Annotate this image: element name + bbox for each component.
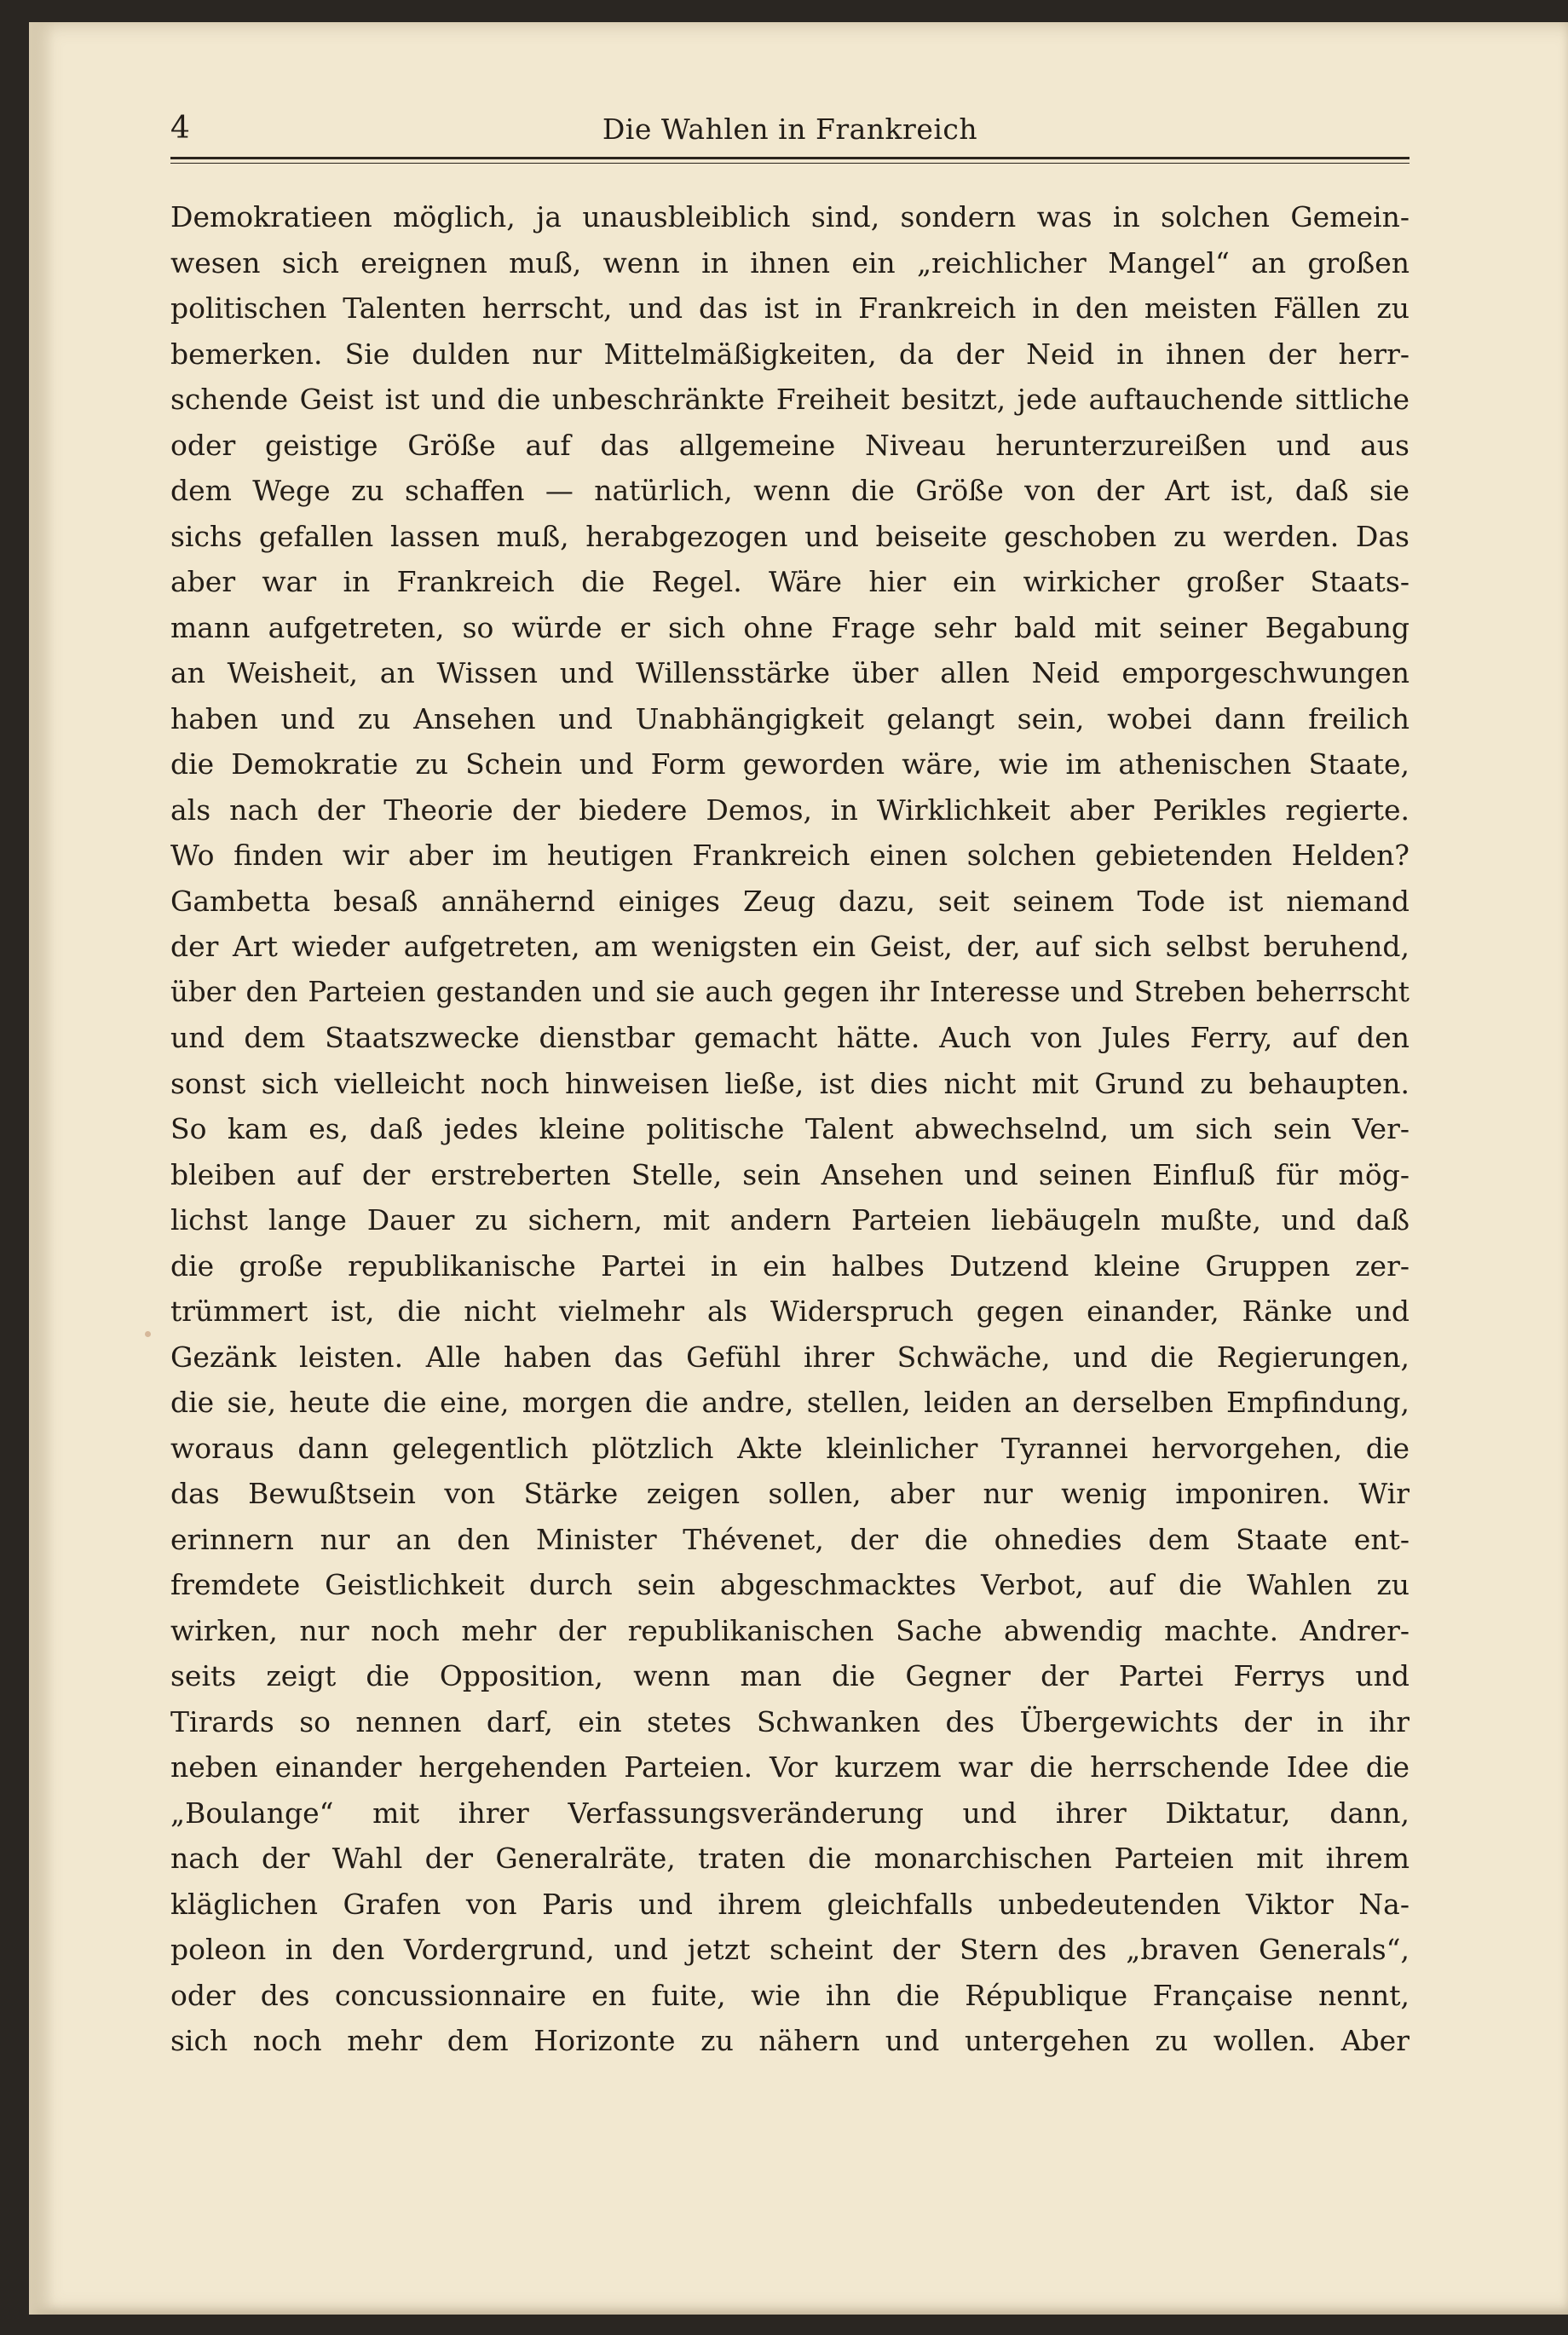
text-line: trümmert ist, die nicht vielmehr als Widerspruch gegen einander, Ränke und [170, 1294, 1409, 1328]
text-line: Gambetta besaß annähernd einiges Zeug dazu, seit seinem Tode ist niemand [170, 884, 1409, 918]
text-line: seits zeigt die Opposition, wenn man die Gegner der Partei Ferrys und [170, 1659, 1409, 1692]
text-line: politischen Talenten herrscht, und das ist in Frankreich in den meisten Fällen zu [170, 291, 1409, 325]
header-rule-thin [170, 163, 1409, 164]
text-line: Demokratieen möglich, ja unausbleiblich sind, sondern was in solchen Gemein- [170, 200, 1409, 234]
text-line: wirken, nur noch mehr der republikanischen Sache abwendig machte. Andrer- [170, 1613, 1409, 1647]
text-line: oder geistige Größe auf das allgemeine Niveau herunterzureißen und aus [170, 428, 1409, 462]
text-line: woraus dann gelegentlich plötzlich Akte kleinlicher Tyrannei hervorgehen, die [170, 1431, 1409, 1465]
text-line: erinnern nur an den Minister Thévenet, der die ohnedies dem Staate ent- [170, 1522, 1409, 1556]
body-text [170, 194, 1409, 2064]
text-line: über den Parteien gestanden und sie auch gegen ihr Interesse und Streben beherrscht [170, 975, 1409, 1008]
text-line: aber war in Frankreich die Regel. Wäre hier ein wirkicher großer Staats- [170, 565, 1409, 598]
text-line: oder des concussionnaire en fuite, wie ihn die République Française nennt, [170, 1978, 1409, 2012]
text-line: Tirards so nennen darf, ein stetes Schwanken des Übergewichts der in ihr [170, 1704, 1409, 1738]
text-line: So kam es, daß jedes kleine politische Talent abwechselnd, um sich sein Ver- [170, 1112, 1409, 1145]
text-line: sich noch mehr dem Horizonte zu nähern und untergehen zu wollen. Aber [170, 2024, 1409, 2057]
page-header [170, 111, 1409, 153]
text-line: lichst lange Dauer zu sichern, mit andern Parteien liebäugeln mußte, und daß [170, 1203, 1409, 1237]
text-line: sichs gefallen lassen muß, herabgezogen und beiseite geschoben zu werden. Das [170, 519, 1409, 553]
text-line: das Bewußtsein von Stärke zeigen sollen, aber nur wenig imponiren. Wir [170, 1477, 1409, 1510]
text-line: nach der Wahl der Generalräte, traten die monarchischen Parteien mit ihrem [170, 1842, 1409, 1875]
page-binding-shadow [29, 22, 55, 2315]
text-line: mann aufgetreten, so würde er sich ohne Frage sehr bald mit seiner Begabung [170, 610, 1409, 644]
text-line: die große republikanische Partei in ein halbes Dutzend kleine Gruppen zer- [170, 1248, 1409, 1283]
text-line: Wo finden wir aber im heutigen Frankreich einen solchen gebietenden Helden? [170, 839, 1409, 872]
text-line: Gezänk leisten. Alle haben das Gefühl ihrer Schwäche, und die Regierungen, [170, 1340, 1409, 1374]
text-line: neben einander hergehenden Parteien. Vor kurzem war die herrschende Idee die [170, 1750, 1409, 1784]
text-line: fremdete Geistlichkeit durch sein abgeschmacktes Verbot, auf die Wahlen zu [170, 1568, 1409, 1601]
text-line: und dem Staatszwecke dienstbar gemacht hätte. Auch von Jules Ferry, auf den [170, 1021, 1409, 1054]
text-line: der Art wieder aufgetreten, am wenigsten ein Geist, der, auf sich selbst beruhend, [170, 930, 1409, 963]
text-line: kläglichen Grafen von Paris und ihrem gleichfalls unbedeutenden Viktor Na- [170, 1887, 1409, 1921]
text-line: wesen sich ereignen muß, wenn in ihnen ein „reichlicher Mangel“ an großen [170, 245, 1409, 280]
text-line: poleon in den Vordergrund, und jetzt scheint der Stern des „braven Generals“, [170, 1933, 1409, 1966]
text-line: bleiben auf der erstreberten Stelle, sein Ansehen und seinen Einfluß für mög- [170, 1157, 1409, 1191]
text-line: „Boulange“ mit ihrer Verfassungsveränderung und ihrer Diktatur, dann, [170, 1796, 1409, 1830]
text-line: die sie, heute die eine, morgen die andre, stellen, leiden an derselben Empfindung, [170, 1386, 1409, 1419]
text-line: die Demokratie zu Schein und Form geworden wäre, wie im athenischen Staate, [170, 747, 1409, 781]
text-line: an Weisheit, an Wissen und Willensstärke über allen Neid emporgeschwungen [170, 656, 1409, 689]
page-number: 4 [170, 111, 190, 146]
running-title: Die Wahlen in Frankreich [602, 112, 978, 146]
text-line: haben und zu Ansehen und Unabhängigkeit gelangt sein, wobei dann freilich [170, 701, 1409, 735]
text-line: schende Geist ist und die unbeschränkte Freiheit besitzt, jede auftauchende sittliche [170, 383, 1409, 416]
text-line: bemerken. Sie dulden nur Mittelmäßigkeiten, da der Neid in ihnen der herr- [170, 337, 1409, 371]
text-line: sonst sich vielleicht noch hinweisen ließe, ist dies nicht mit Grund zu behaupten. [170, 1066, 1409, 1100]
paper-blemish [145, 1331, 151, 1337]
header-rule-thick [170, 157, 1409, 159]
text-line: dem Wege zu schaffen — natürlich, wenn die Größe von der Art ist, daß sie [170, 474, 1409, 507]
text-line: als nach der Theorie der biedere Demos, in Wirklichkeit aber Perikles regierte. [170, 793, 1409, 827]
